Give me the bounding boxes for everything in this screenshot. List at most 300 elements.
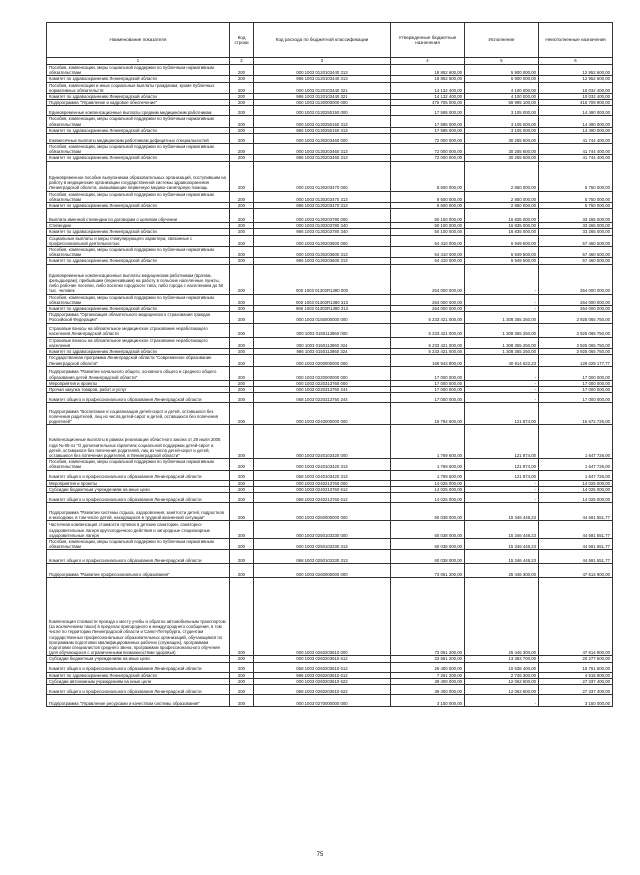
cell-execution: - xyxy=(465,486,539,492)
cell-indicator-name: Пособия, компенсации, меры социальной поддержки по публичным нормативным обязательствам xyxy=(47,191,230,202)
cell-budget-code: 000 1003 0250103330 000 xyxy=(254,520,391,538)
cell-indicator-name: Стипендии xyxy=(47,223,230,229)
table-row xyxy=(47,564,613,578)
cell-unexecuted: 17 000 000,00 xyxy=(539,366,613,380)
cell-budget-code: 068 1003 0260203610 622 xyxy=(254,684,391,694)
cell-line-code: 200 xyxy=(230,161,254,191)
cell-indicator-name: Пособия, компенсации, меры социальной поддержки по публичным нормативным обязательствам xyxy=(47,294,230,305)
cell-line-code: 200 xyxy=(230,355,254,366)
cell-line-code: 200 xyxy=(230,312,254,323)
cell-indicator-name: Подпрограмма "Управление и кадровое обеспечение" xyxy=(47,100,230,106)
cell-indicator-name: Комитет по здравоохранению Ленинградской области xyxy=(47,155,230,161)
cell-indicator-name: Мероприятия и проекты xyxy=(47,380,230,386)
cell-budget-code: 986 1003 0130203780 340 xyxy=(254,229,391,235)
cell-budget-code: 000 1003 0270000000 000 xyxy=(254,694,391,706)
cell-budget-code: 000 1003 0120103440 321 xyxy=(254,82,391,93)
cell-unexecuted: 57 460 500,00 xyxy=(539,258,613,264)
table-row xyxy=(47,470,613,480)
table-row xyxy=(47,312,613,323)
cell-execution: 6 949 500,00 xyxy=(465,258,539,264)
cell-execution: - xyxy=(465,480,539,486)
cell-indicator-name: Частичная компенсация стоимости путевок в детские санатории, санаторно-оздоровительные лагеря круглогодичного действия и загородные стационарные оздоровительные лагеря xyxy=(47,520,230,538)
cell-line-code: 200 xyxy=(230,520,254,538)
cell-execution: 2 745 300,00 xyxy=(465,672,539,678)
cell-execution: 2 850 000,00 xyxy=(465,161,539,191)
cell-approved: 1 769 600,00 xyxy=(391,459,465,470)
cell-line-code: 200 xyxy=(230,672,254,678)
cell-approved: 17 000 000,00 xyxy=(391,366,465,380)
cell-execution: 6 949 500,00 xyxy=(465,247,539,258)
table-row xyxy=(47,264,613,294)
header-budget-code: Код расхода по бюджетной классификации xyxy=(254,23,391,58)
cell-approved: 5 233 421 000,00 xyxy=(391,323,465,337)
cell-line-code: 200 xyxy=(230,144,254,155)
table-row xyxy=(47,247,613,258)
cell-line-code: 200 xyxy=(230,323,254,337)
cell-indicator-name: Подпрограмма "Воспитание и социализация детей-сирот и детей, оставшихся без попечения родителей, лиц из числа детей-сирот и детей, оставшихся без попечения родителей" xyxy=(47,403,230,425)
cell-approved: 1 769 600,00 xyxy=(391,425,465,459)
cell-unexecuted: 5 750 000,00 xyxy=(539,203,613,209)
cell-indicator-name: Комитет по здравоохранению Ленинградской области xyxy=(47,258,230,264)
cell-approved: 73 061 200,00 xyxy=(391,564,465,578)
cell-unexecuted: 44 691 551,77 xyxy=(539,550,613,564)
cell-unexecuted: 416 709 900,00 xyxy=(539,100,613,106)
cell-indicator-name: Пособия, компенсации, меры социальной поддержки по публичным нормативным обязательствам xyxy=(47,459,230,470)
cell-budget-code: 000 1003 0130250150 000 xyxy=(254,106,391,116)
cell-line-code: 200 xyxy=(230,349,254,355)
column-number: 1 xyxy=(47,58,230,65)
cell-line-code: 200 xyxy=(230,306,254,312)
cell-approved: 60 038 000,00 xyxy=(391,502,465,520)
cell-approved: 60 038 000,00 xyxy=(391,538,465,549)
cell-unexecuted: 41 744 400,00 xyxy=(539,155,613,161)
cell-execution: 16 835 000,00 xyxy=(465,209,539,223)
cell-unexecuted: 12 952 600,00 xyxy=(539,76,613,82)
cell-unexecuted: 4 515 900,00 xyxy=(539,672,613,678)
cell-indicator-name: Субсидии бюджетным учреждениям на иные цели xyxy=(47,486,230,492)
cell-approved: 14 025 000,00 xyxy=(391,480,465,486)
cell-line-code: 200 xyxy=(230,155,254,161)
cell-execution: 2 850 000,00 xyxy=(465,191,539,202)
cell-indicator-name: Социальные выплаты и меры стимулирующего характера, связанные с профессиональной деятельностью xyxy=(47,235,230,246)
table-row xyxy=(47,656,613,662)
cell-line-code: 200 xyxy=(230,258,254,264)
cell-line-code: 200 xyxy=(230,209,254,223)
cell-budget-code: 000 1003 0150000000 000 xyxy=(254,312,391,323)
cell-unexecuted: 14 025 000,00 xyxy=(539,492,613,502)
table-row xyxy=(47,209,613,223)
cell-execution: 5 900 000,00 xyxy=(465,65,539,76)
cell-indicator-name: Комитет общего и профессионального образования Ленинградской области xyxy=(47,470,230,480)
cell-budget-code: 000 1003 0130203470 000 xyxy=(254,161,391,191)
cell-budget-code: 000 1003 0150113860 000 xyxy=(254,323,391,337)
cell-approved: 3 150 000,00 xyxy=(391,694,465,706)
cell-budget-code: 000 1003 0240103420 313 xyxy=(254,459,391,470)
cell-approved: 5 233 421 000,00 xyxy=(391,312,465,323)
cell-unexecuted: 17 000 000,00 xyxy=(539,386,613,392)
cell-budget-code: 000 1003 0260203610 622 xyxy=(254,678,391,684)
cell-approved: 17 595 000,00 xyxy=(391,116,465,127)
cell-unexecuted: 14 025 000,00 xyxy=(539,480,613,486)
cell-execution: - xyxy=(465,393,539,403)
cell-budget-code: 000 1003 0220313760 244 xyxy=(254,386,391,392)
cell-indicator-name: Подпрограмма "Управление ресурсами и качеством системы образования" xyxy=(47,694,230,706)
cell-budget-code: 000 1003 0150113860 324 xyxy=(254,337,391,348)
cell-line-code: 200 xyxy=(230,191,254,202)
cell-execution: 121 874,00 xyxy=(465,459,539,470)
cell-line-code: 200 xyxy=(230,76,254,82)
cell-line-code: 200 xyxy=(230,116,254,127)
cell-indicator-name: Комитет по здравоохранению Ленинградской области xyxy=(47,672,230,678)
cell-unexecuted: 57 460 500,00 xyxy=(539,247,613,258)
cell-execution: 15 346 448,23 xyxy=(465,538,539,549)
cell-execution: 12 062 600,00 xyxy=(465,678,539,684)
cell-execution: 2 850 000,00 xyxy=(465,203,539,209)
table-row xyxy=(47,694,613,706)
table-row xyxy=(47,425,613,459)
cell-line-code: 200 xyxy=(230,127,254,133)
cell-budget-code: 068 1003 0240103420 313 xyxy=(254,470,391,480)
table-row xyxy=(47,550,613,564)
table-row xyxy=(47,492,613,502)
table-row xyxy=(47,155,613,161)
cell-indicator-name: Подпрограмма "Организация обязательного медицинского страхования граждан Российской Федерации" xyxy=(47,312,230,323)
cell-unexecuted: 27 337 400,00 xyxy=(539,684,613,694)
cell-unexecuted: 15 672 726,00 xyxy=(539,403,613,425)
cell-execution: - xyxy=(465,294,539,305)
table-row xyxy=(47,678,613,684)
cell-execution: - xyxy=(465,366,539,380)
cell-unexecuted: 14 490 000,00 xyxy=(539,116,613,127)
cell-approved: 14 132 400,00 xyxy=(391,94,465,100)
table-row xyxy=(47,684,613,694)
cell-unexecuted: 264 000 000,00 xyxy=(539,294,613,305)
cell-line-code: 200 xyxy=(230,578,254,656)
header-unexecuted: Неисполненные назначения xyxy=(539,23,613,58)
cell-budget-code: 000 1003 0220000000 000 xyxy=(254,366,391,380)
cell-line-code: 200 xyxy=(230,65,254,76)
cell-line-code: 200 xyxy=(230,502,254,520)
cell-unexecuted: 1 647 726,00 xyxy=(539,425,613,459)
cell-line-code: 200 xyxy=(230,492,254,502)
cell-execution: 30 255 600,00 xyxy=(465,134,539,144)
cell-unexecuted: 57 460 500,00 xyxy=(539,235,613,246)
cell-approved: 17 595 000,00 xyxy=(391,127,465,133)
cell-line-code: 200 xyxy=(230,380,254,386)
table-row xyxy=(47,393,613,403)
cell-budget-code: 986 1003 0120103440 313 xyxy=(254,76,391,82)
cell-budget-code: 986 1003 0130203460 313 xyxy=(254,155,391,161)
cell-unexecuted: 1 647 726,00 xyxy=(539,470,613,480)
cell-budget-code: 000 1003 0240213760 612 xyxy=(254,486,391,492)
cell-line-code: 200 xyxy=(230,678,254,684)
cell-budget-code: 000 1003 0130203460 000 xyxy=(254,134,391,144)
cell-budget-code: 000 1003 0130203600 000 xyxy=(254,235,391,246)
cell-approved: 14 025 000,00 xyxy=(391,486,465,492)
header-execution: Исполнение xyxy=(465,23,539,58)
cell-budget-code: 986 1003 0150113860 324 xyxy=(254,349,391,355)
table-row xyxy=(47,235,613,246)
cell-budget-code: 068 1003 0260203610 612 xyxy=(254,662,391,672)
cell-indicator-name: Комитет общего и профессионального образования Ленинградской области xyxy=(47,393,230,403)
cell-budget-code: 986 1003 0260203610 612 xyxy=(254,672,391,678)
document-page xyxy=(46,22,612,707)
table-row xyxy=(47,502,613,520)
table-row xyxy=(47,294,613,305)
cell-approved: 5 233 421 000,00 xyxy=(391,349,465,355)
cell-unexecuted: 1 647 726,00 xyxy=(539,459,613,470)
cell-line-code: 200 xyxy=(230,100,254,106)
cell-unexecuted: 27 337 400,00 xyxy=(539,678,613,684)
cell-execution: 13 383 700,00 xyxy=(465,656,539,662)
cell-unexecuted: 44 691 551,77 xyxy=(539,520,613,538)
cell-execution: - xyxy=(465,306,539,312)
cell-execution: 1 308 355 250,00 xyxy=(465,312,539,323)
cell-unexecuted: 3 925 065 750,00 xyxy=(539,312,613,323)
cell-unexecuted: 33 265 000,00 xyxy=(539,229,613,235)
cell-line-code: 200 xyxy=(230,564,254,578)
cell-indicator-name: Субсидии автономным учреждениям на иные цели xyxy=(47,678,230,684)
header-line-code: Код строки xyxy=(230,23,254,58)
cell-execution: 121 874,00 xyxy=(465,425,539,459)
cell-approved: 14 132 400,00 xyxy=(391,82,465,93)
cell-execution: 1 308 355 250,00 xyxy=(465,349,539,355)
cell-unexecuted: 14 025 000,00 xyxy=(539,486,613,492)
cell-unexecuted: 14 490 000,00 xyxy=(539,106,613,116)
cell-line-code: 200 xyxy=(230,235,254,246)
cell-line-code: 200 xyxy=(230,656,254,662)
cell-line-code: 200 xyxy=(230,403,254,425)
cell-line-code: 200 xyxy=(230,247,254,258)
cell-execution: 25 446 300,00 xyxy=(465,564,539,578)
cell-unexecuted: 3 150 000,00 xyxy=(539,694,613,706)
table-body xyxy=(47,65,613,707)
cell-budget-code: 986 1003 0120103440 321 xyxy=(254,94,391,100)
cell-approved: 39 400 000,00 xyxy=(391,678,465,684)
cell-approved: 15 794 600,00 xyxy=(391,403,465,425)
table-row xyxy=(47,323,613,337)
cell-execution: 3 105 000,00 xyxy=(465,116,539,127)
cell-approved: 8 600 000,00 xyxy=(391,161,465,191)
cell-budget-code: 986 1003 01302R1380 313 xyxy=(254,306,391,312)
cell-budget-code: 000 1003 0240213760 000 xyxy=(254,480,391,486)
cell-budget-code: 000 1003 0220313760 000 xyxy=(254,380,391,386)
cell-indicator-name: Единовременное пособие выпускникам образовательных организаций, поступившим на работу в медицинские организации государственной системы здравоохранения Ленинградской области, оказывающие первичную медико-санитарную помощь xyxy=(47,161,230,191)
cell-execution: - xyxy=(465,386,539,392)
cell-approved: 50 100 000,00 xyxy=(391,209,465,223)
table-row xyxy=(47,520,613,538)
cell-indicator-name: Страховые взносы на обязательное медицинское страхование неработающего населения Ленинградской области xyxy=(47,323,230,337)
cell-execution: 30 255 600,00 xyxy=(465,155,539,161)
cell-line-code: 200 xyxy=(230,106,254,116)
cell-approved: 50 100 000,00 xyxy=(391,229,465,235)
cell-execution: - xyxy=(465,492,539,502)
column-number: 4 xyxy=(391,58,465,65)
cell-execution: 15 346 448,23 xyxy=(465,502,539,520)
cell-line-code: 200 xyxy=(230,662,254,672)
cell-approved: 18 852 600,00 xyxy=(391,65,465,76)
cell-budget-code: 000 1003 0250000000 000 xyxy=(254,502,391,520)
cell-unexecuted: 33 265 000,00 xyxy=(539,209,613,223)
cell-unexecuted: 44 691 551,77 xyxy=(539,502,613,520)
cell-indicator-name: Подпрограмма "Развитие начального общего, основного общего и среднего общего образования детей Ленинградской области" xyxy=(47,366,230,380)
cell-approved: 60 038 000,00 xyxy=(391,520,465,538)
table-row xyxy=(47,134,613,144)
cell-execution: - xyxy=(465,694,539,706)
cell-budget-code: 000 1003 0240103420 000 xyxy=(254,425,391,459)
cell-approved: 264 000 000,00 xyxy=(391,264,465,294)
cell-line-code: 200 xyxy=(230,486,254,492)
cell-indicator-name: Прочая закупка товаров, работ и услуг xyxy=(47,386,230,392)
table-row xyxy=(47,82,613,93)
cell-execution: 3 105 000,00 xyxy=(465,106,539,116)
cell-approved: 18 852 600,00 xyxy=(391,76,465,82)
header-indicator-name: Наименование показателя xyxy=(47,23,230,58)
cell-approved: 17 000 000,00 xyxy=(391,386,465,392)
cell-indicator-name: Пособия, компенсации, меры социальной поддержки по публичным нормативным обязательствам xyxy=(47,65,230,76)
cell-execution: 5 900 000,00 xyxy=(465,76,539,82)
cell-approved: 72 000 000,00 xyxy=(391,134,465,144)
table-row xyxy=(47,203,613,209)
cell-line-code: 200 xyxy=(230,94,254,100)
cell-indicator-name: Комитет по здравоохранению Ленинградской области xyxy=(47,94,230,100)
cell-indicator-name: Комитет по здравоохранению Ленинградской области xyxy=(47,76,230,82)
cell-budget-code: 000 1003 0250103330 313 xyxy=(254,538,391,549)
cell-approved: 8 600 000,00 xyxy=(391,203,465,209)
cell-indicator-name: Компенсационные выплаты в рамках реализации областного закона от 28 июля 2005 года № 65-оз "О дополнительных гарантиях социальной поддержки детей-сирот и детей, оставшихся без попечения родителей, лиц из числа детей-сирот и детей, оставшихся без попечения родителей, в Ленинградской области" xyxy=(47,425,230,459)
cell-unexecuted: 17 000 000,00 xyxy=(539,380,613,386)
cell-line-code: 200 xyxy=(230,223,254,229)
cell-execution: 25 446 300,00 xyxy=(465,578,539,656)
cell-approved: 169 943 800,00 xyxy=(391,355,465,366)
column-number-row xyxy=(47,58,613,65)
cell-indicator-name: Комитет по здравоохранению Ленинградской области xyxy=(47,229,230,235)
cell-budget-code: 000 1003 01302R1380 313 xyxy=(254,294,391,305)
cell-approved: 476 705 000,00 xyxy=(391,100,465,106)
cell-line-code: 200 xyxy=(230,480,254,486)
cell-execution: 6 949 500,00 xyxy=(465,235,539,246)
cell-approved: 33 661 200,00 xyxy=(391,656,465,662)
table-row xyxy=(47,258,613,264)
cell-unexecuted: 264 000 000,00 xyxy=(539,306,613,312)
cell-line-code: 200 xyxy=(230,366,254,380)
cell-execution: - xyxy=(465,380,539,386)
cell-execution: 3 105 000,00 xyxy=(465,127,539,133)
cell-approved: 64 410 000,00 xyxy=(391,258,465,264)
table-row xyxy=(47,191,613,202)
table-row xyxy=(47,578,613,656)
cell-unexecuted: 12 952 600,00 xyxy=(539,65,613,76)
cell-approved: 72 000 000,00 xyxy=(391,144,465,155)
cell-unexecuted: 47 614 900,00 xyxy=(539,564,613,578)
cell-approved: 50 100 000,00 xyxy=(391,223,465,229)
cell-execution: 10 638 400,00 xyxy=(465,662,539,672)
cell-approved: 5 233 421 000,00 xyxy=(391,337,465,348)
cell-indicator-name: Единовременные компенсационные выплаты средним медицинским работникам xyxy=(47,106,230,116)
cell-approved: 26 400 000,00 xyxy=(391,662,465,672)
cell-indicator-name: Комитет по здравоохранению Ленинградской области xyxy=(47,306,230,312)
cell-budget-code: 000 1003 0130000000 000 xyxy=(254,100,391,106)
cell-unexecuted: 264 000 000,00 xyxy=(539,264,613,294)
cell-unexecuted: 5 750 000,00 xyxy=(539,161,613,191)
table-row xyxy=(47,65,613,76)
cell-line-code: 200 xyxy=(230,386,254,392)
cell-unexecuted: 17 000 000,00 xyxy=(539,393,613,403)
cell-indicator-name: Комитет общего и профессионального образования Ленинградской области xyxy=(47,492,230,502)
cell-line-code: 200 xyxy=(230,203,254,209)
table-row xyxy=(47,229,613,235)
cell-budget-code: 000 1003 0130203600 313 xyxy=(254,247,391,258)
cell-approved: 14 025 000,00 xyxy=(391,492,465,502)
cell-approved: 7 261 200,00 xyxy=(391,672,465,678)
table-row xyxy=(47,355,613,366)
table-row xyxy=(47,538,613,549)
cell-budget-code: 000 1003 01302R1380 000 xyxy=(254,264,391,294)
cell-indicator-name: Комитет по здравоохранению Ленинградской области xyxy=(47,349,230,355)
cell-indicator-name: Мероприятия и проекты xyxy=(47,480,230,486)
cell-budget-code: 000 1003 0240000000 000 xyxy=(254,403,391,425)
cell-unexecuted: 10 032 400,00 xyxy=(539,94,613,100)
cell-execution: 30 255 600,00 xyxy=(465,144,539,155)
cell-unexecuted: 41 744 400,00 xyxy=(539,134,613,144)
cell-unexecuted: 20 277 500,00 xyxy=(539,656,613,662)
cell-budget-code: 000 1003 0130203780 000 xyxy=(254,209,391,223)
cell-execution: 15 346 448,23 xyxy=(465,520,539,538)
cell-line-code: 200 xyxy=(230,470,254,480)
cell-indicator-name: Выплата именной стипендии по договорам о целевом обучении xyxy=(47,209,230,223)
cell-approved: 264 000 000,00 xyxy=(391,294,465,305)
cell-unexecuted: 44 691 551,77 xyxy=(539,538,613,549)
page-number: 75 xyxy=(316,852,324,858)
column-number: 3 xyxy=(254,58,391,65)
cell-indicator-name: Компенсация стоимости проезда к месту учебы и обратно автомобильным транспортом (за исключением такси) в пределах пригородного и междугороднего сообщения, в том числе по территории Ленинградской области и Санкт-Петербурга, студентам государственных профессиональных образовательных организаций, обучающимся по программам подготовки квалифицированных рабочих (служащих), программам подготовки специалистов среднего звена, программам профессионального обучения (для обучающихся с ограниченными возможностями здоровья) xyxy=(47,578,230,656)
cell-execution: 1 308 355 250,00 xyxy=(465,337,539,348)
cell-line-code: 200 xyxy=(230,294,254,305)
cell-budget-code: 986 1003 0130203600 313 xyxy=(254,258,391,264)
cell-line-code: 200 xyxy=(230,694,254,706)
cell-execution: 4 100 000,00 xyxy=(465,82,539,93)
cell-budget-code: 068 1003 0240213760 612 xyxy=(254,492,391,502)
cell-budget-code: 000 1003 0260203610 612 xyxy=(254,656,391,662)
cell-budget-code: 000 1003 0130203780 340 xyxy=(254,223,391,229)
table-row xyxy=(47,366,613,380)
cell-approved: 17 000 000,00 xyxy=(391,393,465,403)
cell-unexecuted: 3 925 065 750,00 xyxy=(539,349,613,355)
cell-line-code: 200 xyxy=(230,459,254,470)
column-number: 2 xyxy=(230,58,254,65)
cell-unexecuted: 3 925 065 750,00 xyxy=(539,323,613,337)
cell-execution: 15 346 448,23 xyxy=(465,550,539,564)
cell-execution: 121 874,00 xyxy=(465,470,539,480)
table-row xyxy=(47,127,613,133)
column-number: 6 xyxy=(539,58,613,65)
cell-execution: 121 874,00 xyxy=(465,403,539,425)
cell-budget-code: 000 1003 0130203470 313 xyxy=(254,191,391,202)
cell-execution: 59 995 100,00 xyxy=(465,100,539,106)
cell-line-code: 200 xyxy=(230,684,254,694)
cell-budget-code: 986 1003 0130250150 313 xyxy=(254,127,391,133)
cell-budget-code: 068 1003 0220313760 244 xyxy=(254,393,391,403)
cell-approved: 72 000 000,00 xyxy=(391,155,465,161)
cell-line-code: 200 xyxy=(230,229,254,235)
cell-approved: 8 600 000,00 xyxy=(391,191,465,202)
cell-budget-code: 000 1003 0130203460 313 xyxy=(254,144,391,155)
cell-unexecuted: 5 750 000,00 xyxy=(539,191,613,202)
cell-indicator-name: Государственная программа Ленинградской области "Современное образование Ленинградской области" xyxy=(47,355,230,366)
cell-budget-code: 000 1003 0260000000 000 xyxy=(254,564,391,578)
table-row xyxy=(47,672,613,678)
table-row xyxy=(47,662,613,672)
